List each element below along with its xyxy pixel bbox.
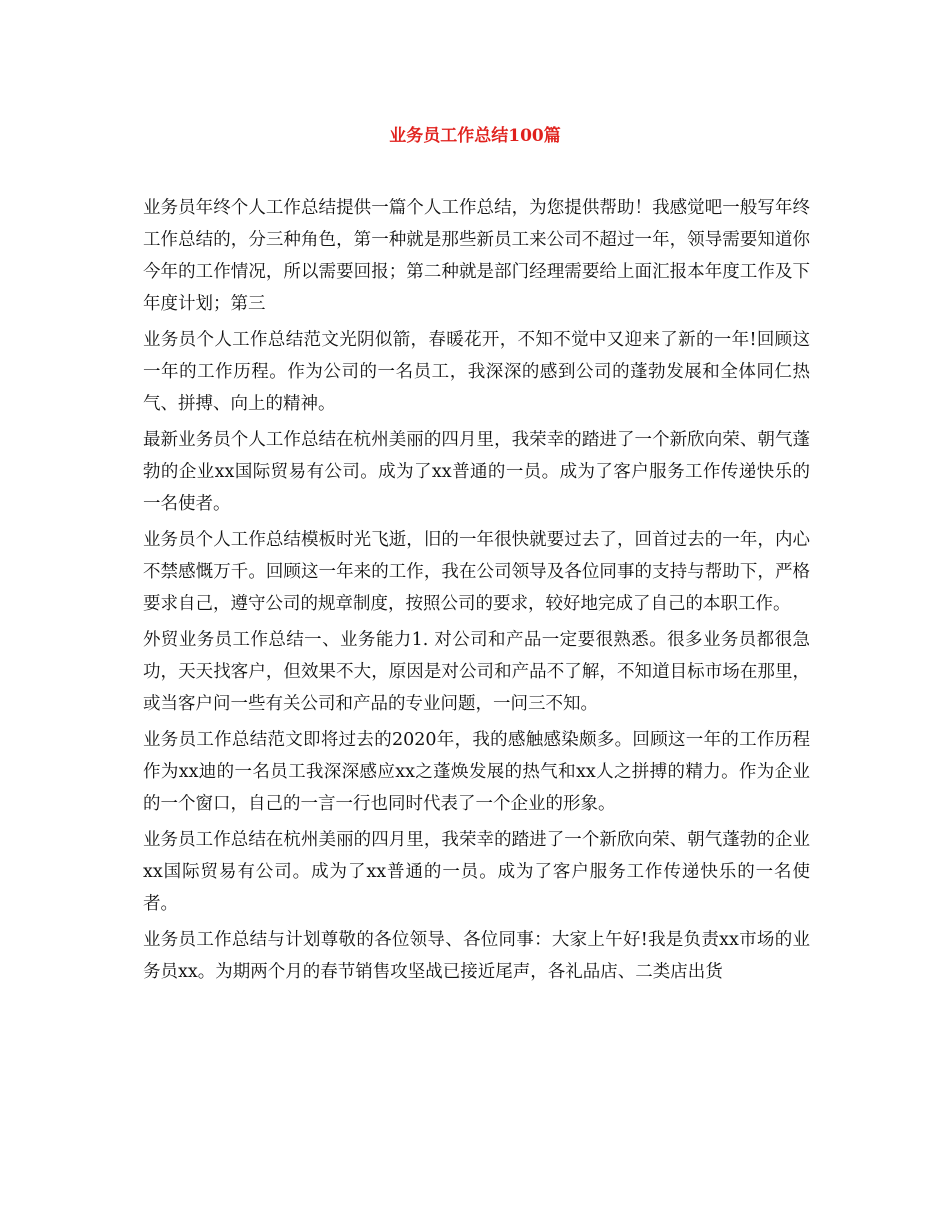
paragraph: 业务员个人工作总结范文光阴似箭，春暖花开，不知不觉中又迎来了新的一年!回顾这一年的工作历程。作为公司的一名员工，我深深的感到公司的蓬勃发展和全体同仁热气、拼搏、向上的精神。 (143, 330, 810, 414)
document-body (143, 192, 810, 992)
paragraph: 外贸业务员工作总结一、业务能力1. 对公司和产品一定要很熟悉。很多业务员都很急功，天天找客户，但效果不大，原因是对公司和产品不了解，不知道目标市场在那里，或当客户问一些有关公司和产品的专业问题，一问三不知。 (143, 630, 810, 714)
paragraph: 业务员工作总结在杭州美丽的四月里，我荣幸的踏进了一个新欣向荣、朝气蓬勃的企业xx国际贸易有公司。成为了xx普通的一员。成为了客户服务工作传递快乐的一名使者。 (143, 830, 810, 914)
paragraph: 业务员工作总结范文即将过去的2020年，我的感触感染颇多。回顾这一年的工作历程作为xx迪的一名员工我深深感应xx之蓬焕发展的热气和xx人之拼搏的精力。作为企业的一个窗口，自己的一言一行也同时代表了一个企业的形象。 (143, 730, 810, 814)
paragraph: 业务员个人工作总结模板时光飞逝，旧的一年很快就要过去了，回首过去的一年，内心不禁感慨万千。回顾这一年来的工作，我在公司领导及各位同事的支持与帮助下，严格要求自己，遵守公司的规章制度，按照公司的要求，较好地完成了自己的本职工作。 (143, 530, 810, 614)
document-title: 业务员工作总结100篇 (389, 126, 561, 146)
paragraph: 最新业务员个人工作总结在杭州美丽的四月里，我荣幸的踏进了一个新欣向荣、朝气蓬勃的企业xx国际贸易有公司。成为了xx普通的一员。成为了客户服务工作传递快乐的一名使者。 (143, 430, 810, 514)
paragraph: 业务员年终个人工作总结提供一篇个人工作总结，为您提供帮助！我感觉吧一般写年终工作总结的，分三种角色，第一种就是那些新员工来公司不超过一年，领导需要知道你今年的工作情况，所以需要回报；第二种就是部门经理需要给上面汇报本年度工作及下年度计划；第三 (143, 198, 810, 314)
paragraph: 业务员工作总结与计划尊敬的各位领导、各位同事：大家上午好!我是负责xx市场的业务员xx。为期两个月的春节销售攻坚战已接近尾声，各礼品店、二类店出货 (143, 930, 810, 982)
